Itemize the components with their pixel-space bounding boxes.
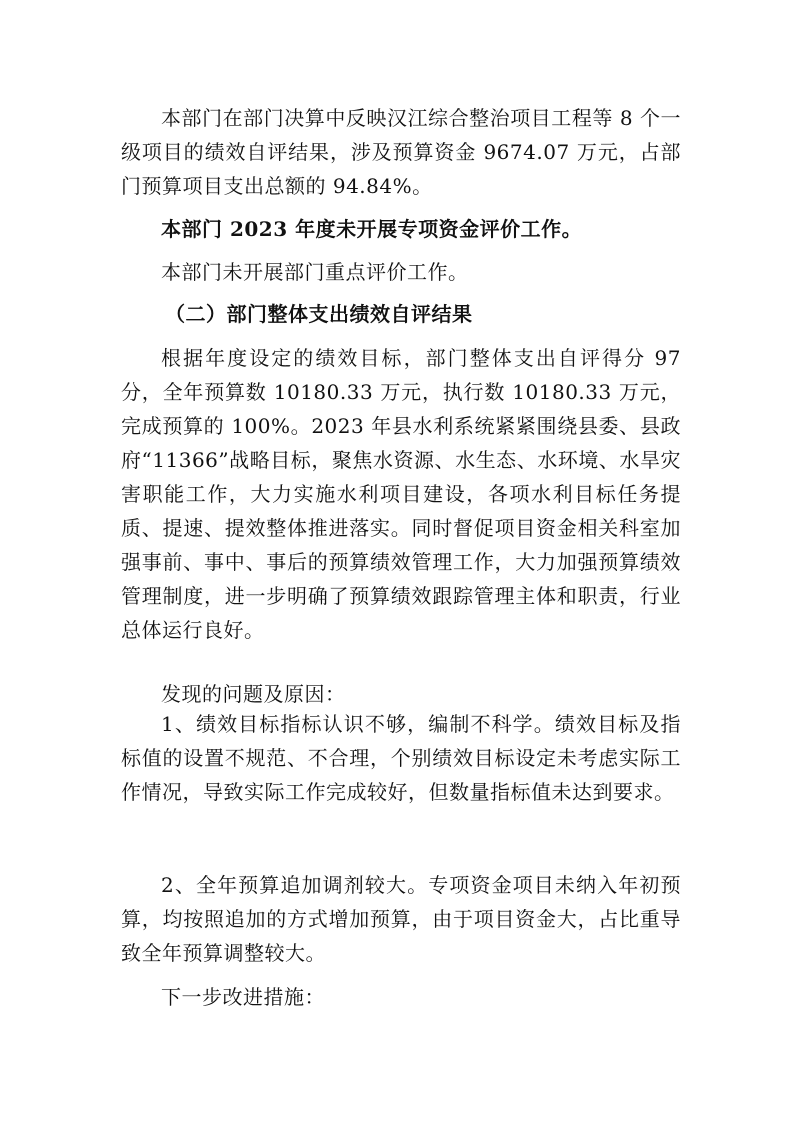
paragraph-special-funds: 本部门 2023 年度未开展专项资金评价工作。: [161, 217, 583, 241]
paragraph-project-self-evaluation: 本部门在部门决算中反映汉江综合整治项目工程等 8 个一级项目的绩效自评结果，涉及预算资金 9674.07 万元，占部门预算项目支出总额的 94.84%。: [121, 106, 681, 198]
paragraph-key-evaluation: 本部门未开展部门重点评价工作。: [161, 260, 469, 284]
paragraph-overall-results: 根据年度设定的绩效目标，部门整体支出自评得分 97 分，全年预算数 10180.33 万元，执行数 10180.33 万元，完成预算的 100%。2023 年县水利系统紧紧围绕县委、县政府“11366”战略目标，聚焦水资源、水生态、水环境、水旱灾害职能工作，大力实施水利项目建设，各项水利目标任务提质、提速、提效整体推进落实。同时督促项目资金相关科室加强事前、事中、事后的预算绩效管理工作，大力加强预算绩效管理制度，进一步明确了预算绩效跟踪管理主体和职责，行业总体运行良好。: [121, 346, 681, 642]
paragraph-problems-heading: 发现的问题及原因：: [161, 682, 346, 706]
paragraph-problem-1: 1、绩效目标指标认识不够，编制不科学。绩效目标及指标值的设置不规范、不合理，个别绩效目标设定未考虑实际工作情况，导致实际工作完成较好，但数量指标值未达到要求。: [121, 712, 681, 804]
section-heading-overall-expenditure: （二）部门整体支出绩效自评结果: [165, 302, 473, 326]
paragraph-problem-2: 2、全年预算追加调剂较大。专项资金项目未纳入年初预算，均按照追加的方式增加预算，由于项目资金大，占比重导致全年预算调整较大。: [121, 873, 681, 965]
paragraph-improvement-heading: 下一步改进措施：: [161, 985, 325, 1009]
